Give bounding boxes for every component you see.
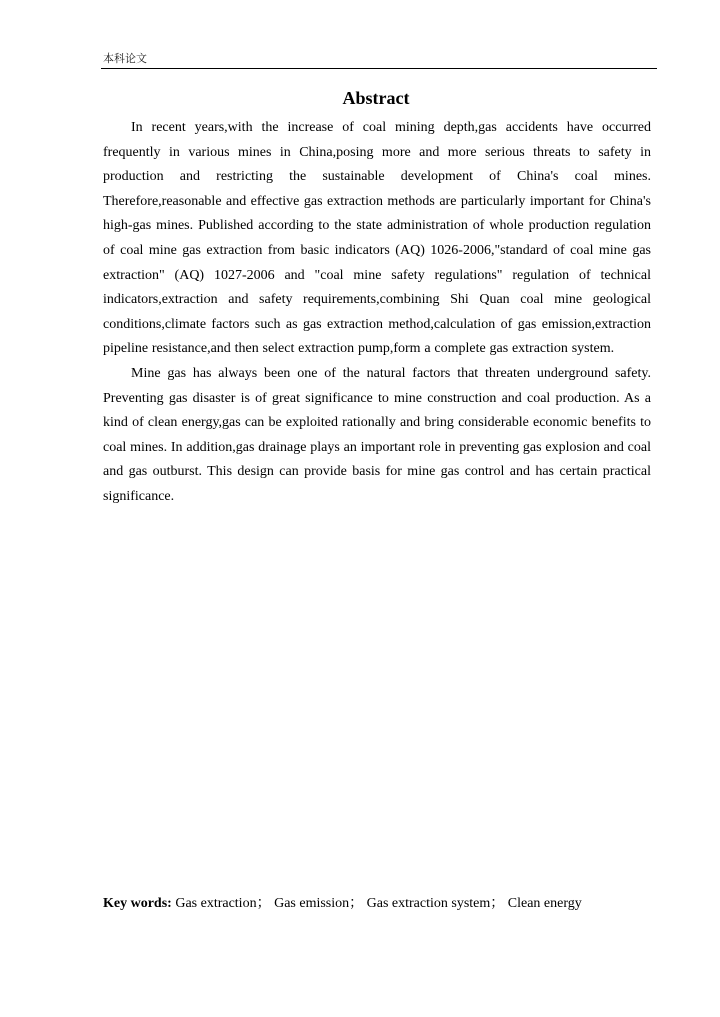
abstract-paragraph-2: Mine gas has always been one of the natural factors that threaten underground safety. Preventing gas disaster is of great significance to mine construction and coal production. As a kind of clean energy,gas can be exploited rationally and bring considerable economic benefits to coal mines. In addition,gas drainage plays an important role in preventing gas explosion and coal and gas outburst. This design can provide basis for mine gas control and has certain practical significance. — [103, 365, 651, 504]
keyword-item: Gas emission — [274, 896, 350, 911]
abstract-body — [103, 116, 651, 510]
keyword-separator: ； — [256, 896, 271, 911]
header-rule — [101, 68, 657, 69]
keywords-label: Key words: — [103, 896, 172, 911]
running-header: 本科论文 — [103, 52, 147, 65]
keyword-separator: ； — [490, 896, 505, 911]
keyword-item: Gas extraction system — [366, 896, 491, 911]
keyword-separator: ； — [349, 896, 364, 911]
keyword-item: Gas extraction — [175, 896, 257, 911]
abstract-title: Abstract — [342, 88, 410, 108]
keyword-item: Clean energy — [507, 896, 582, 911]
abstract-paragraph-1: In recent years,with the increase of coal mining depth,gas accidents have occurred frequently in various mines in China,posing more and more serious threats to safety in production and restricting the sustainable development of China's coal mines. Therefore,reasonable and effective gas extraction methods are particularly important for China's high-gas mines. Published according to the state administration of whole production regulation of coal mine gas extraction from basic indicators (AQ) 1026-2006,"standard of coal mine gas extraction" (AQ) 1027-2006 and "coal mine safety regulations" regulation of technical indicators,extraction and safety requirements,combining Shi Quan coal mine geological conditions,climate factors such as gas extraction method,calculation of gas emission,extraction pipeline resistance,and then select extraction pump,form a complete gas extraction system. — [103, 120, 651, 357]
keywords-line — [103, 893, 653, 915]
